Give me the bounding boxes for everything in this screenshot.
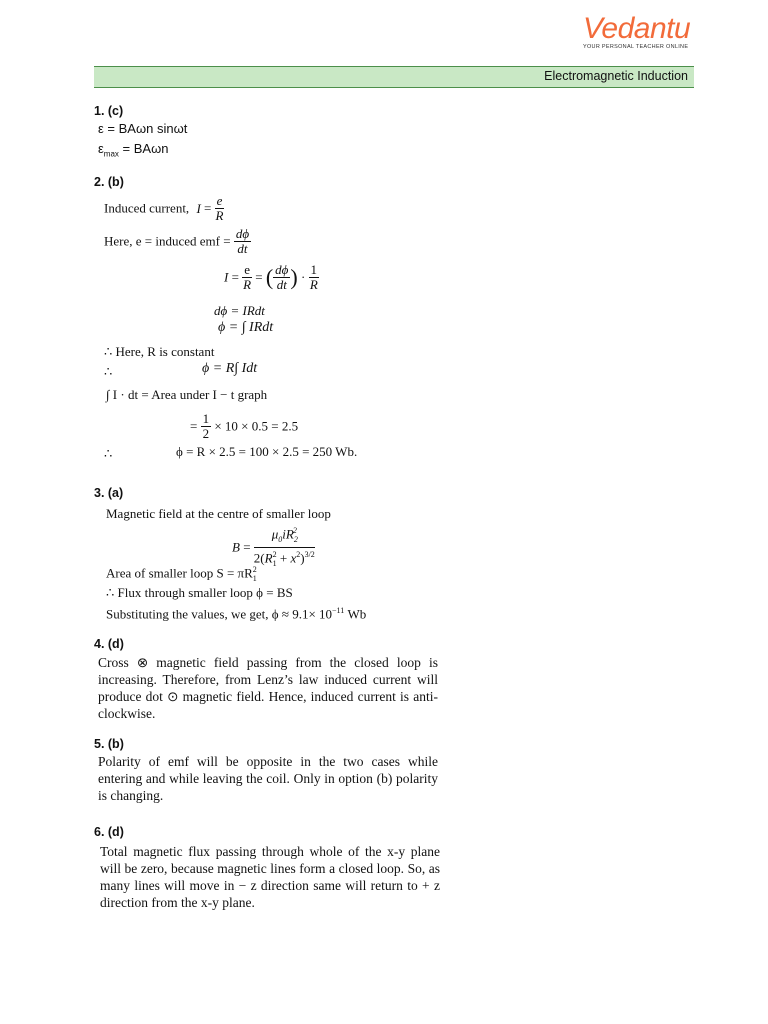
q2-r-constant: ∴ Here, R is constant [104,344,215,359]
q2-calc: = $\frac{1}{2}$ × 10 × 0.5 = 2.5 [190,411,299,441]
q5-text: Polarity of emf will be opposite in the two cases while entering and while leaving the coil. Only in option (b) polarity is changing. [98,754,438,803]
q2-here-emf: Here, e = induced emf = $\frac{d\phi}{dt}$ [104,226,250,256]
q3-area: Area of smaller loop $S = \pi R_1^2$ [106,565,257,583]
q3-b-formula: B = $\frac{\mu_0iR_2^2}{2(R_1^2 + x^2)^{3/2}}$ [232,526,315,568]
q4-text: Cross ⊗ magnetic field passing from the closed loop is increasing. Therefore, from Lenz’s law induced current will produce dot ⊙ magnetic field. Hence, induced current is anti-clockwise. [98,655,438,721]
q6-label: 6. (d) [94,825,124,839]
q1-sub-max: max [103,149,119,159]
q2-therefore-symbol-2: ∴ [104,446,113,461]
q2-i-equation: I = $\frac{e}{R}$ = ( $\frac{d\phi}{dt}$ ) · $\frac{1}{R}$ [224,262,318,292]
q3-substitution [106,606,366,622]
q2-label: 2. (b) [94,175,124,189]
q1-label: 1. (c) [94,104,124,118]
q2-here-text: Here, e = induced emf = [104,233,231,249]
q5-label: 5. (b) [94,737,124,751]
q2-therefore-symbol: ∴ [104,364,113,379]
q4-label: 4. (d) [94,637,124,651]
q1-equation-1: ε = BAωn sinωt [98,121,188,136]
q3-label: 3. (a) [94,486,124,500]
chapter-banner [94,66,694,88]
q2-induced-text: Induced current, [104,200,190,216]
vedantu-logo [583,14,703,50]
q1-eq2-rest: = BAωn [118,141,169,156]
q2-result: ϕ = R × 2.5 = 100 × 2.5 = 250 Wb. [176,444,358,459]
q2-induced-current: Induced current, I = $\frac{e}{R}$ [104,193,224,223]
q2-phi-r-int: ϕ = R∫ Idt [202,361,258,376]
q3-subst-exp: −11 [332,606,345,615]
logo-text: Vedantu [583,12,691,45]
q1-eps: ε [98,141,104,156]
logo-tagline: YOUR PERSONAL TEACHER ONLINE [583,44,689,50]
q3-area-text: Area of smaller loop S = πR [106,565,253,581]
q2-phi-integral: ϕ = ∫ IRdt [218,320,274,335]
q1-equation-2 [98,141,168,159]
q3-line1: Magnetic field at the centre of smaller loop [106,506,331,521]
q3-subst-unit: Wb [344,606,367,622]
q2-area-under-graph: ∫ I · dt = Area under I − t graph [106,387,268,402]
q3-flux: ∴ Flux through smaller loop ϕ = BS [106,585,293,600]
q3-subst-text: Substituting the values, we get, ϕ ≈ 9.1× 10 [106,606,333,622]
q2-dphi: dϕ = IRdt [214,303,265,318]
q2-calc-text: × 10 × 0.5 = 2.5 [214,418,299,434]
chapter-title: Electromagnetic Induction [544,69,688,83]
q6-text: Total magnetic flux passing through whole of the x-y plane will be zero, because magnetic lines form a closed loop. So, as many lines will move in − z direction same will return to + z direction from the x-y plane. [100,844,440,910]
